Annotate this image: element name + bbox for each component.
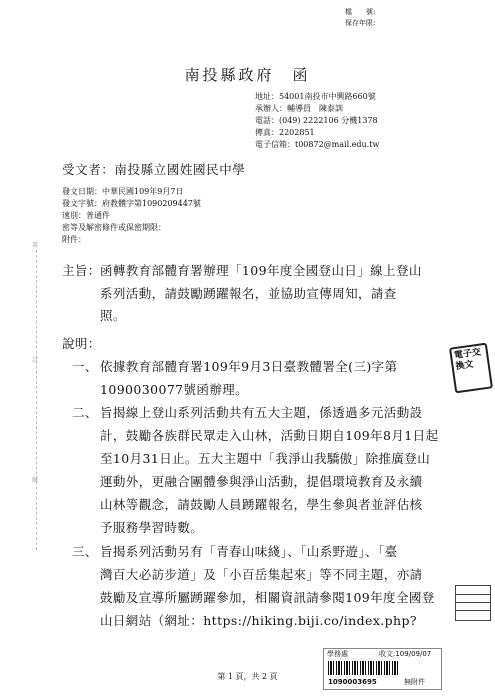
issue-number: 發文字號：府教體字第1090209447號 — [62, 199, 201, 208]
item-line: 1090030077號函辦理。 — [100, 382, 249, 397]
secrecy-level: 密等及解密條件或保密期限： — [62, 223, 166, 232]
seal-stamp — [455, 585, 491, 621]
subject-line: 照。 — [100, 308, 126, 323]
recipient: 受文者：南投縣立國姓國民中學 — [62, 162, 246, 177]
item-number: 一、 — [72, 359, 98, 374]
retention-label: 保存年限: — [345, 19, 376, 27]
receipt-number: 1090003695 — [328, 678, 377, 686]
receipt-date: 收文:109/09/07 — [379, 650, 432, 658]
margin-char-staple: 訂 — [32, 357, 39, 364]
receipt-office: 學務處 — [327, 650, 348, 658]
item-line: 運動外，更融合團體參與淨山活動，提倡環境教育及永續 — [100, 474, 423, 489]
file-number-label: 檔 號: — [345, 8, 376, 16]
item-line: 旨揭線上登山系列活動共有五大主題，係透過多元活動設 — [100, 405, 423, 420]
attachment: 附件： — [62, 235, 86, 244]
delivery-speed: 速別：普通件 — [62, 211, 110, 220]
receipt-stamp — [323, 648, 442, 690]
item-line: 旨揭系列活動另有「青春山味綫」、「山系野遊」、「臺 — [100, 544, 398, 559]
item-line: 計，鼓勵各族群民眾走入山林，活動日期自109年8月1日起 — [100, 428, 439, 443]
binding-line — [36, 250, 37, 550]
margin-char-line: 線 — [32, 477, 39, 484]
explanation-label: 說明： — [62, 336, 101, 351]
subject-label: 主旨： — [62, 263, 101, 278]
page-number: 第 1 頁，共 2 頁 — [217, 672, 278, 681]
subject-line: 函轉教育部體育署辦理「109年度全國登山日」線上登山 — [100, 263, 422, 278]
item-number: 三、 — [72, 544, 98, 559]
subject-line: 系列活動，請鼓勵踴躍報名，並協助宣傳周知，請查 — [100, 286, 397, 301]
sender-address: 地址：54001南投市中興路660號 — [255, 92, 376, 101]
sender-phone: 電話：(049) 2222106 分機1378 — [255, 116, 378, 125]
sender-fax: 傳真：2202851 — [255, 128, 315, 137]
item-line: 山林等觀念，請鼓勵人員踴躍報名，學生參與者並評估核 — [100, 497, 423, 512]
item-line: 至10月31日止。五大主題中「我淨山我驕傲」除推廣登山 — [100, 451, 431, 466]
item-number: 二、 — [72, 405, 98, 420]
sender-contact: 承辦人：輔導員 陳泰訓 — [255, 104, 343, 113]
receipt-attachment: 無附件 — [404, 678, 425, 686]
item-line: 鼓勵及宣導所屬踴躍參加，相關資訊請參閱109年度全國登 — [100, 590, 435, 605]
margin-char-bind: 裝 — [32, 242, 39, 249]
item-line: 予服務學習時數。 — [100, 520, 204, 535]
sender-email: 電子信箱：t00872@mail.edu.tw — [255, 140, 380, 149]
issue-date: 發文日期：中華民國109年9月7日 — [62, 187, 184, 196]
stamp-text: 電子交換文 — [453, 347, 482, 373]
item-line: 灣百大必訪步道」及「小百岳集起來」等不同主題，亦請 — [100, 567, 423, 582]
electronic-exchange-stamp — [449, 343, 493, 394]
item-line: 依據教育部體育署109年9月3日臺教體署全(三)字第 — [100, 359, 398, 374]
document-title: 南投縣政府 函 — [184, 66, 311, 84]
item-line: 山日網站（網址：https://hiking.biji.co/index.php? — [100, 613, 418, 628]
barcode — [328, 661, 398, 675]
